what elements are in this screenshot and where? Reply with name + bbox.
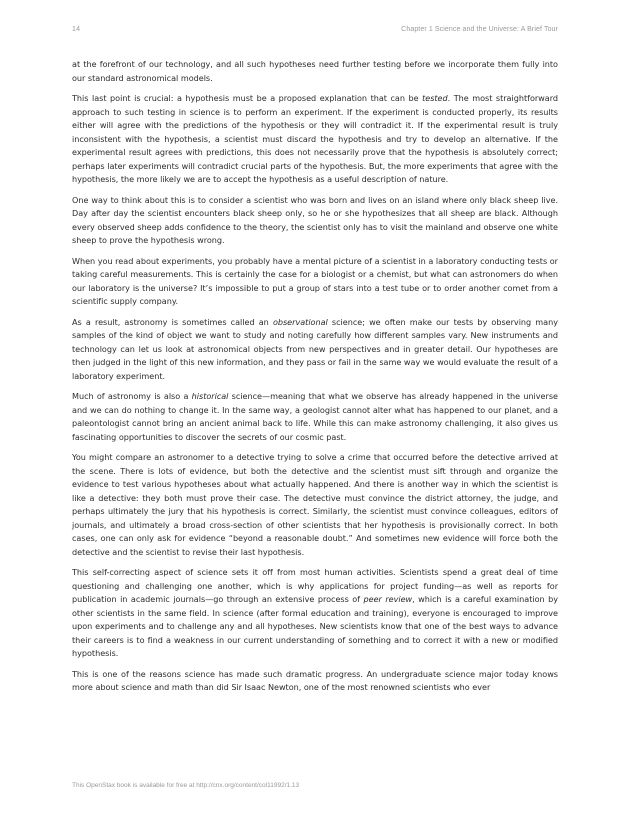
paragraph (72, 668, 558, 695)
text-run: at the forefront of our technology, and all such hypotheses need further testing before we incorporate them fully into our standard astronomical models. (72, 59, 558, 83)
running-head: Chapter 1 Science and the Universe: A Brief Tour (401, 26, 558, 33)
text-run: This self-correcting aspect of science sets it off from most human activities. Scientists spend a great deal of time questioning and challenging one another, which is why applications for project funding—as well as reports for publication in academic journals—go through an extensive process of (72, 567, 558, 604)
text-run: When you read about experiments, you probably have a mental picture of a scientist in a laboratory conducting tests or taking careful measurements. This is certainly the case for a biologist or a chemist, but what can astronomers do when our laboratory is the universe? It’s impossible to put a group of stars into a test tube or to order another comet from a scientific supply company. (72, 255, 558, 306)
text-run: This last point is crucial: a hypothesis must be a proposed explanation that can be (72, 93, 423, 103)
paragraph (72, 92, 558, 187)
text-run: science; we often make our tests by observing many samples of the kind of object we want to study and noting carefully how different samples vary. New instruments and technology can let us look at astronomical objects from new perspectives and in greater detail. Our hypotheses are then judged in the light of this new information, and they pass or fail in the same way we would evaluate the result of a laboratory experiment. (72, 316, 558, 381)
body-text (72, 58, 558, 702)
text-run: You might compare an astronomer to a detective trying to solve a crime that occurred before the detective arrived at the scene. There is lots of evidence, but both the detective and the scientist must sift through and organize the evidence to test various hypotheses about what actually happened. And there is another way in which the scientist is like a detective: they both must prove their case. The detective must convince the district attorney, the judge, and perhaps ultimately the jury that his hypothesis is correct. Similarly, the scientist must convince colleagues, editors of journals, and ultimately a broad cross-section of other scientists that her hypothesis is provisionally correct. In both cases, one can only ask for evidence “beyond a reasonable doubt.” And sometimes new evidence will force both the detective and the scientist to revise their last hypothesis. (72, 452, 558, 557)
paragraph (72, 58, 558, 85)
text-run: Much of astronomy is also a (72, 391, 192, 401)
paragraph (72, 316, 558, 384)
emphasis: peer review (363, 594, 413, 604)
text-run: . The most straightforward approach to such testing in science is to perform an experiment. If the experiment is conducted properly, its results either will agree with the predictions of the hypothesis or they will contradict it. If the experimental result is truly inconsistent with the hypothesis, a scientist must discard the hypothesis and try to develop an alternative. If the experimental result agrees with predictions, this does not necessarily prove that the hypothesis is absolutely correct; perhaps later experiments will contradict crucial parts of the hypothesis. But, the more experiments that agree with the hypothesis, the more likely we are to accept the hypothesis as a useful description of nature. (72, 93, 559, 184)
footer-availability-note: This OpenStax book is available for free at http://cnx.org/content/col11992/1.13 (72, 782, 300, 789)
emphasis: tested (422, 93, 448, 103)
paragraph (72, 451, 558, 559)
text-run: As a result, astronomy is sometimes called an (72, 316, 273, 327)
text-run: , which is a careful examination by other scientists in the same field. In science (after formal education and training), everyone is encouraged to improve upon experiments and to challenge any and all hypotheses. New scientists know that one of the best ways to advance their careers is to find a weakness in our current understanding of something and to correct it with a new or modified hypothesis. (72, 594, 558, 658)
paragraph (72, 194, 558, 248)
text-run: One way to think about this is to consider a scientist who was born and lives on an island where only black sheep live. Day after day the scientist encounters black sheep only, so he or she hypothesizes that all sheep are black. Although every observed sheep adds confidence to the theory, the scientist only has to visit the mainland and observe one white sheep to prove the hypothesis wrong. (72, 194, 558, 245)
paragraph (72, 566, 558, 661)
emphasis: observational (272, 316, 328, 327)
text-run: This is one of the reasons science has made such dramatic progress. An undergraduate science major today knows more about science and math than did Sir Isaac Newton, one of the most renowned scientists who ever (72, 668, 558, 692)
paragraph (72, 255, 558, 309)
page-number: 14 (72, 26, 81, 33)
emphasis: historical (191, 391, 229, 401)
paragraph (72, 390, 558, 444)
text-run: science—meaning that what we observe has already happened in the universe and we can do nothing to change it. In the same way, a geologist cannot alter what has happened to our planet, and a paleontologist cannot bring an ancient animal back to life. While this can make astronomy challenging, it also gives us fascinating opportunities to discover the secrets of our cosmic past. (72, 391, 558, 442)
